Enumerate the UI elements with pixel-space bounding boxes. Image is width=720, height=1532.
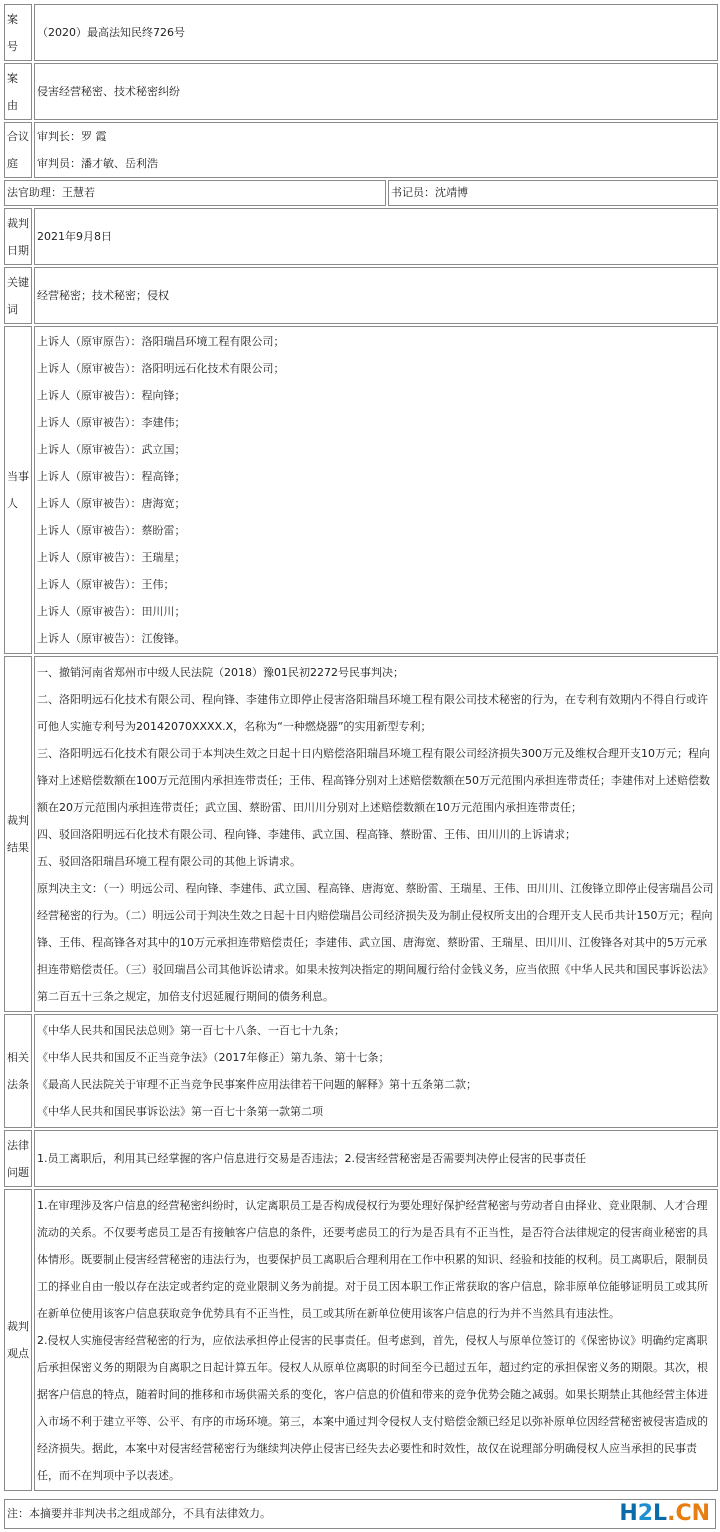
label-panel — [4, 122, 32, 178]
article-line: 《最高人民法院关于审理不正当竞争民事案件应用法律若干问题的解释》第十五条第二款； — [37, 1078, 477, 1091]
row-keywords — [4, 267, 718, 324]
party-line: 上诉人（原审被告）：江俊锋。 — [37, 632, 186, 645]
result-item: 三、洛阳明远石化技术有限公司于本判决生效之日起十日内赔偿洛阳瑞昌环境工程有限公司经济损失300万元及维权合理开支10万元；程向锋对上述赔偿数额在100万元范围内承担连带责任；王伟、程高锋分别对上述赔偿数额在50万元范围内承担连带责任；李建伟对上述赔偿数额在20万元范围内承担连带责任；武立国、蔡盼雷、田川川分别对上述赔偿数额在10万元范围内承担连带责任； — [37, 746, 710, 814]
label-line: 关键 — [7, 275, 29, 289]
party-line: 上诉人（原审被告）：田川川； — [37, 605, 186, 618]
row-articles — [4, 1014, 718, 1128]
label-line: 裁判 — [7, 216, 29, 230]
party-line: 上诉人（原审被告）：程向锋； — [37, 389, 186, 402]
judges: 审判员：潘才敏、岳利浩 — [37, 157, 158, 170]
party-line: 上诉人（原审被告）：王瑞星； — [37, 551, 186, 564]
court-clerk: 书记员：沈靖博 — [388, 180, 718, 206]
party-line: 上诉人（原审被告）：李建伟； — [37, 416, 186, 429]
opinion-point: 1.在审理涉及客户信息的经营秘密纠纷时，认定离职员工是否构成侵权行为要处理好保护经营秘密与劳动者自由择业、竞业限制、人才合理流动的关系。不仅要考虑员工是否有接触客户信息的条件，还要考虑员工的行为是否具有不正当性，是否符合法律规定的侵害商业秘密的具体情形。既要制止侵害经营秘密的违法行为，也要保护员工离职后合理利用在工作中积累的知识、经验和技能的权利。员工离职后，限制员工的择业自由一般以存在法定或者约定的竞业限制义务为前提。对于员工因本职工作正常获取的客户信息，除非原单位能够证明员工或其所在新单位使用该客户信息获取竞争优势具有不正当性，员工或其所在新单位使用该客户信息的行为并不当然具有违法性。 — [37, 1198, 708, 1320]
articles-list — [34, 1014, 718, 1128]
label-line: 裁判 — [7, 1320, 29, 1333]
label-case-number — [4, 4, 32, 61]
party-line: 上诉人（原审被告）：唐海宽； — [37, 497, 186, 510]
judge-assistant: 法官助理：王慧若 — [4, 180, 386, 206]
row-opinion — [4, 1189, 718, 1491]
result-item: 五、驳回洛阳瑞昌环境工程有限公司的其他上诉请求。 — [37, 854, 301, 868]
label-line: 相关 — [7, 1051, 29, 1064]
row-result — [4, 656, 718, 1012]
label-line: 观点 — [7, 1347, 29, 1360]
label-line: 裁判 — [7, 814, 29, 827]
label-line: 法律 — [7, 1138, 29, 1152]
case-number-value: （2020）最高法知民终726号 — [34, 4, 718, 61]
row-cause — [4, 63, 718, 120]
label-cause — [4, 63, 32, 120]
article-line: 《中华人民共和国反不正当竞争法》（2017年修正）第九条、第十七条； — [37, 1051, 390, 1064]
result-text — [34, 656, 718, 1012]
label-line: 由 — [7, 98, 18, 112]
party-line: 上诉人（原审被告）：程高锋； — [37, 470, 186, 483]
row-issues — [4, 1130, 718, 1187]
label-result — [4, 656, 32, 1012]
date-value: 2021年9月8日 — [34, 208, 718, 265]
row-case-number — [4, 4, 718, 61]
article-line: 《中华人民共和国民法总则》第一百七十八条、一百七十九条； — [37, 1024, 345, 1037]
issues-value: 1.员工离职后，利用其已经掌握的客户信息进行交易是否违法；2.侵害经营秘密是否需要判决停止侵害的民事责任 — [34, 1130, 718, 1187]
label-line: 号 — [7, 39, 18, 53]
label-line: 词 — [7, 302, 18, 316]
opinion-point: 2.侵权人实施侵害经营秘密的行为，应依法承担停止侵害的民事责任。但考虑到，首先，侵权人与原单位签订的《保密协议》明确约定离职后承担保密义务的期限为自离职之日起计算五年。侵权人从原单位离职的时间至今已超过五年，超过约定的承担保密义务的期限。其次，根据客户信息的特点，随着时间的推移和市场供需关系的变化，客户信息的价值和带来的竞争优势会随之减弱。如果长期禁止其他经营主体进入市场不利于建立平等、公平、有序的市场环境。第三，本案中通过判令侵权人支付赔偿金额已经足以弥补原单位因经营秘密被侵害造成的经济损失。据此，本案中对侵害经营秘密行为继续判决停止侵害已经失去必要性和时效性，故仅在说理部分明确侵权人应当承担的民事责任，而不在判项中予以表述。 — [37, 1333, 708, 1482]
label-date — [4, 208, 32, 265]
article-line: 《中华人民共和国民事诉讼法》第一百七十条第一款第二项 — [37, 1105, 323, 1118]
label-articles — [4, 1014, 32, 1128]
original-judgment: 原判决主文：（一）明远公司、程向锋、李建伟、武立国、程高锋、唐海宽、蔡盼雷、王瑞星、王伟、田川川、江俊锋立即停止侵害瑞昌公司经营秘密的行为。（二）明远公司于判决生效之日起十日内赔偿瑞昌公司经济损失及为制止侵权所支出的合理开支人民币共计150万元；程向锋、王伟、程高锋各对其中的10万元承担连带赔偿责任；李建伟、武立国、唐海宽、蔡盼雷、王瑞星、田川川、江俊锋各对其中的5万元承担连带赔偿责任。（三）驳回瑞昌公司其他诉讼请求。如果未按判决指定的期间履行给付金钱义务，应当依照《中华人民共和国民事诉讼法》第二百五十三条之规定，加倍支付迟延履行期间的债务利息。 — [37, 881, 714, 1003]
disclaimer-note: 注：本摘要并非判决书之组成部分，不具有法律效力。 — [4, 1499, 716, 1529]
presiding-judge: 审判长：罗 霞 — [37, 130, 107, 143]
label-opinion — [4, 1189, 32, 1491]
result-item: 四、驳回洛阳明远石化技术有限公司、程向锋、李建伟、武立国、程高锋、蔡盼雷、王伟、田川川的上诉请求； — [37, 827, 576, 841]
label-line: 问题 — [7, 1165, 29, 1179]
row-panel — [4, 122, 718, 178]
party-line: 上诉人（原审被告）：武立国； — [37, 443, 186, 456]
label-line: 日期 — [7, 243, 29, 257]
label-parties — [4, 326, 32, 654]
label-line: 当事 — [7, 470, 29, 483]
label-line: 结果 — [7, 841, 29, 854]
row-assistant — [4, 180, 718, 206]
panel-members — [34, 122, 718, 178]
opinion-text — [34, 1189, 718, 1491]
label-line: 人 — [7, 497, 18, 510]
label-line: 案 — [7, 71, 18, 85]
row-date — [4, 208, 718, 265]
result-item: 一、撤销河南省郑州市中级人民法院（2018）豫01民初2272号民事判决； — [37, 665, 404, 679]
judgment-summary-table — [2, 2, 720, 1493]
label-issues — [4, 1130, 32, 1187]
parties-list — [34, 326, 718, 654]
row-parties — [4, 326, 718, 654]
site-watermark-logo: H2L.CN — [619, 1501, 710, 1526]
label-line: 合议 — [7, 130, 29, 143]
label-keywords — [4, 267, 32, 324]
label-line: 法条 — [7, 1078, 29, 1091]
party-line: 上诉人（原审被告）：洛阳明远石化技术有限公司； — [37, 362, 285, 375]
result-item: 二、洛阳明远石化技术有限公司、程向锋、李建伟立即停止侵害洛阳瑞昌环境工程有限公司技术秘密的行为，在专利有效期内不得自行或许可他人实施专利号为20142070XXXX.X，名称为“一种燃烧器”的实用新型专利； — [37, 692, 708, 733]
party-line: 上诉人（原审被告）：王伟； — [37, 578, 175, 591]
label-line: 案 — [7, 12, 18, 26]
party-line: 上诉人（原审被告）：蔡盼雷； — [37, 524, 186, 537]
party-line: 上诉人（原审原告）：洛阳瑞昌环境工程有限公司； — [37, 335, 285, 348]
keywords-value: 经营秘密；技术秘密；侵权 — [34, 267, 718, 324]
label-line: 庭 — [7, 157, 18, 170]
cause-value: 侵害经营秘密、技术秘密纠纷 — [34, 63, 718, 120]
